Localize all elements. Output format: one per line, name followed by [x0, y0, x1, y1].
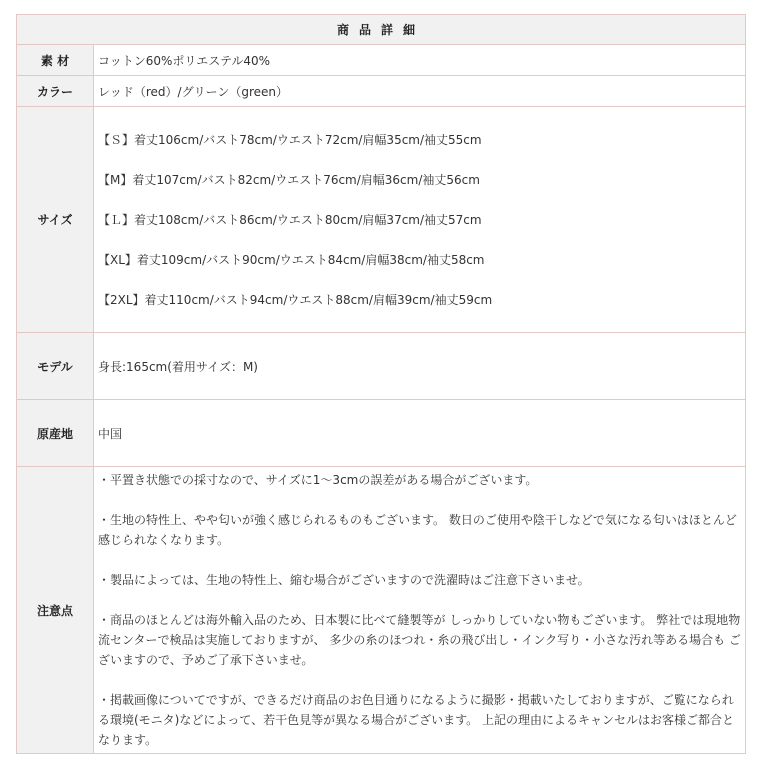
color-label: カラー [17, 76, 94, 106]
table-header: 商品詳細 [17, 15, 745, 44]
note-paragraph: ・掲載画像についてですが、できるだけ商品のお色目通りになるように撮影・掲載いたしておりますが、ご覧になられる環境(モニタ)などによって、若干色見等が異なる場合がございます。 上記の理由によるキャンセルはお客様ご都合となります。 [98, 693, 734, 747]
notes-values [94, 467, 745, 753]
origin-label: 原産地 [17, 400, 94, 466]
color-value: レッド（red）/グリーン（green） [98, 84, 289, 99]
size-line-m: 【M】着丈107cm/バスト82cm/ウエスト76cm/肩幅36cm/袖丈56cm [98, 172, 480, 187]
model-value: 身長:165cm(着用サイズ：M) [98, 359, 258, 374]
size-line-xl: 【XL】着丈109cm/バスト90cm/ウエスト84cm/肩幅38cm/袖丈58cm [98, 252, 485, 267]
product-details-table [16, 14, 746, 754]
material-value: コットン60%ポリエステル40% [98, 53, 271, 68]
size-line-2xl: 【2XL】着丈110cm/バスト94cm/ウエスト88cm/肩幅39cm/袖丈59cm [98, 292, 493, 307]
model-row [17, 332, 745, 399]
material-row [17, 44, 745, 75]
note-paragraph: ・商品のほとんどは海外輸入品のため、日本製に比べて縫製等が しっかりしていない物もございます。 弊社では現地物流センターで検品は実施しておりますが、 多少の糸のほつれ・糸の飛び出し・インク写り・小さな汚れ等ある場合も ございますので、予めご了承下さいませ。 [98, 613, 741, 667]
color-row [17, 75, 745, 106]
origin-value: 中国 [98, 426, 123, 441]
size-label: サイズ [17, 107, 94, 332]
note-paragraph: ・製品によっては、生地の特性上、縮む場合がございますので洗濯時はご注意下さいませ。 [98, 573, 590, 587]
note-paragraph: ・生地の特性上、やや匂いが強く感じられるものもございます。 数日のご使用や陰干しなどで気になる匂いはほとんど感じられなくなります。 [98, 513, 737, 547]
material-label: 素 材 [17, 45, 94, 75]
notes-row [17, 466, 745, 753]
model-label: モデル [17, 333, 94, 399]
size-line-l: 【Ｌ】着丈108cm/バスト86cm/ウエスト80cm/肩幅37cm/袖丈57cm [98, 212, 482, 227]
note-paragraph: ・平置き状態での採寸なので、サイズに1～3cmの誤差がある場合がございます。 [98, 473, 538, 487]
size-row [17, 106, 745, 332]
origin-row [17, 399, 745, 466]
size-line-s: 【Ｓ】着丈106cm/バスト78cm/ウエスト72cm/肩幅35cm/袖丈55cm [98, 132, 482, 147]
size-values [94, 107, 745, 332]
notes-label: 注意点 [17, 467, 94, 753]
